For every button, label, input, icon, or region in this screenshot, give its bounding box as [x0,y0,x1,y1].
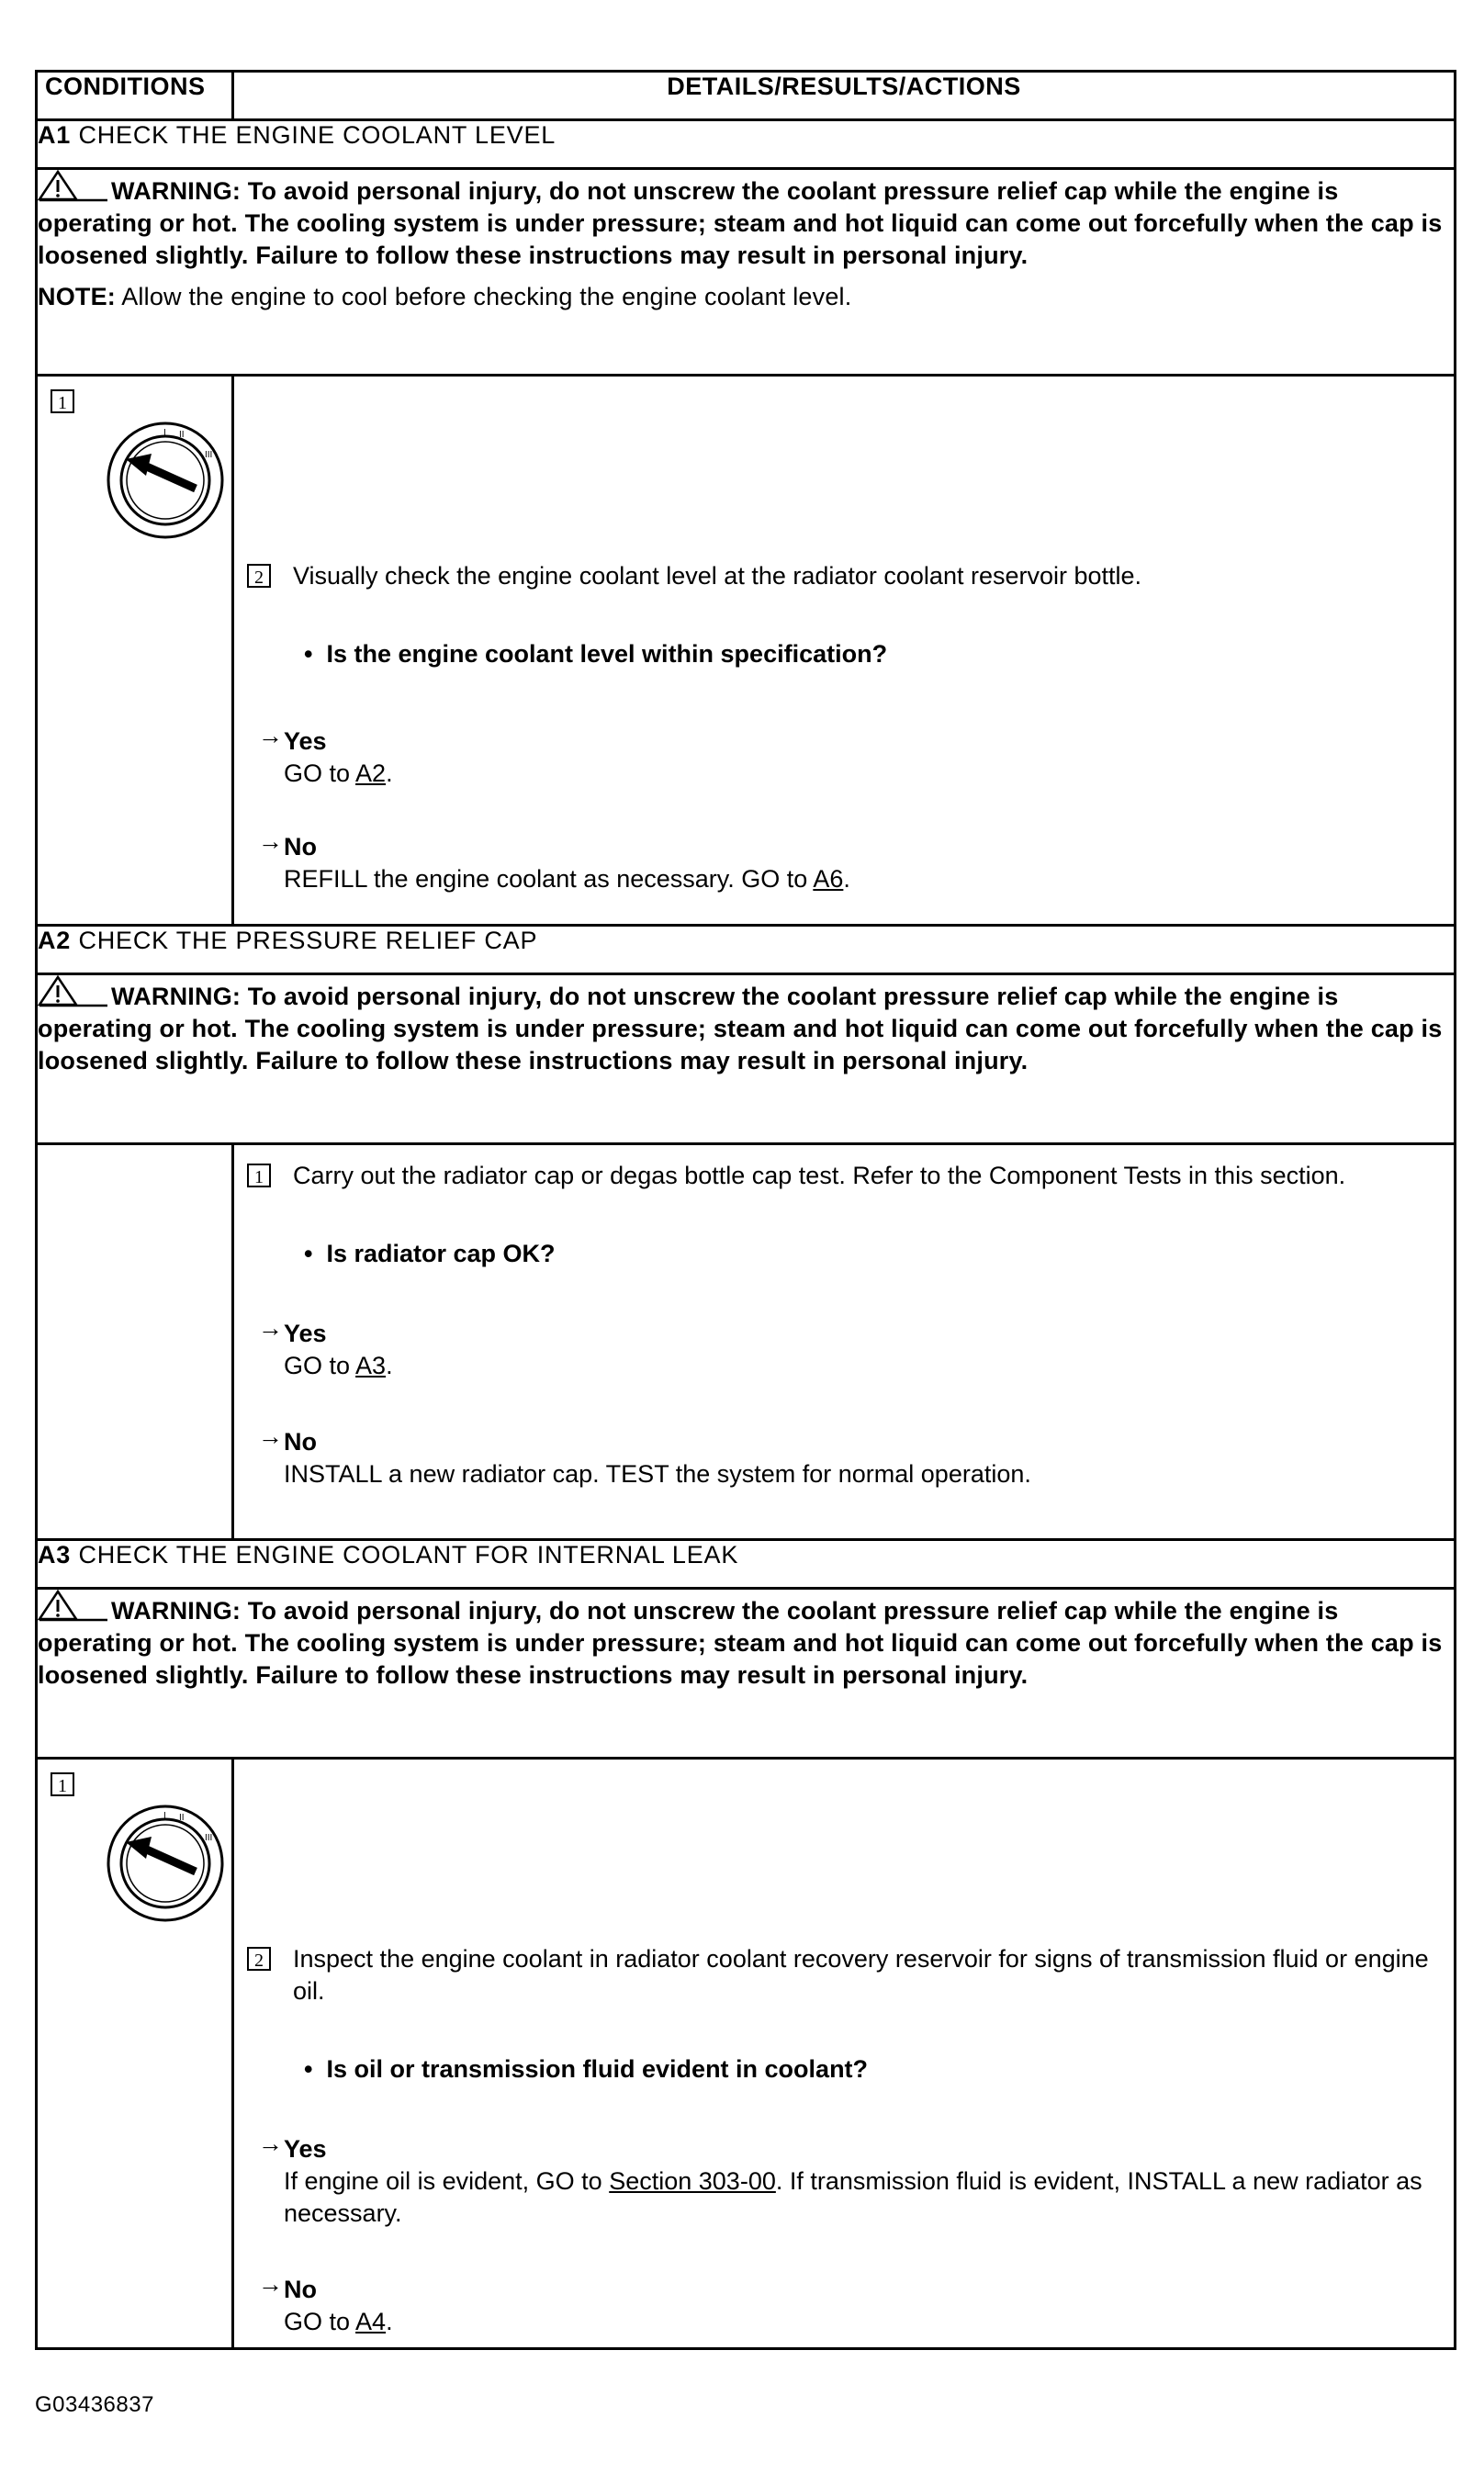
warning-text: WARNING: To avoid personal injury, do not unscrew the coolant pressure relief cap while the engine is operating or hot. The cooling system is under pressure; steam and hot liquid can come out forcefully when the cap is loosened slightly. Failure to follow these instructions may result in personal injury. [38,177,1443,269]
step-a1-conditions [37,376,233,926]
answer-no: → No INSTALL a new radiator cap. TEST the system for normal operation. [258,1423,1031,1488]
svg-text:I: I [163,428,166,438]
link-a4[interactable]: A4 [355,2308,387,2335]
answer-no: → No GO to A4. [258,2270,393,2335]
note-label: NOTE: [38,283,116,310]
step-a1-header [37,120,1456,169]
link-a6[interactable]: A6 [813,865,844,893]
ignition-key-off-icon [106,421,225,540]
link-a3[interactable]: A3 [355,1352,387,1379]
step-a1-id: A1 [38,121,72,149]
step-a3-warning [37,1589,1456,1759]
instruction: 2 Visually check the engine coolant level at the radiator coolant reservoir bottle. [247,560,1443,592]
step-number-box: 2 [247,1947,271,1971]
step-a2-title: CHECK THE PRESSURE RELIEF CAP [78,927,538,954]
warning-triangle-icon [38,1590,107,1623]
step-a1-body [37,376,1456,926]
procedure-table [35,70,1456,2350]
step-a1-warning [37,169,1456,376]
note [38,281,1454,313]
step-a3-conditions [37,1759,233,2349]
warning-triangle-icon [38,975,107,1008]
diagnostic-procedure [35,70,1456,2350]
svg-text:II: II [179,430,185,440]
instruction: 2 Inspect the engine coolant in radiator coolant recovery reservoir for signs of transmission fluid or engine oil. [247,1943,1443,2007]
details-header: DETAILS/RESULTS/ACTIONS [233,72,1456,120]
arrow-right-icon: → [258,722,283,749]
arrow-right-icon: → [258,827,283,855]
step-number-box: 1 [51,1772,74,1796]
step-a3-title: CHECK THE ENGINE COOLANT FOR INTERNAL LEAK [78,1541,739,1569]
step-number-box: 1 [247,1164,271,1187]
step-a2-body [37,1144,1456,1540]
note-text: Allow the engine to cool before checking the engine coolant level. [121,283,852,310]
question: • Is radiator cap OK? [304,1240,556,1267]
link-a2[interactable]: A2 [355,759,387,787]
warning-triangle-icon [38,170,107,203]
instruction: 1 Carry out the radiator cap or degas bottle cap test. Refer to the Component Tests in this section. [247,1160,1443,1192]
step-a3-header [37,1540,1456,1589]
warning-text: WARNING: To avoid personal injury, do not unscrew the coolant pressure relief cap while the engine is operating or hot. The cooling system is under pressure; steam and hot liquid can come out forcefully when the cap is loosened slightly. Failure to follow these instructions may result in personal injury. [38,1597,1443,1689]
step-a2-id: A2 [38,927,72,954]
answer-yes: → Yes If engine oil is evident, GO to Section 303-00. If transmission fluid is evident, INSTALL a new radiator as necessary. [258,2130,1422,2227]
step-a3-body [37,1759,1456,2349]
svg-text:III: III [205,1833,213,1843]
answer-yes: → Yes GO to A2. [258,722,393,787]
step-number-box: 1 [51,389,74,413]
step-number-box: 2 [247,564,271,588]
svg-text:III: III [205,450,213,460]
arrow-right-icon: → [258,1423,283,1450]
conditions-header: CONDITIONS [37,72,233,120]
figure-id: G03436837 [35,2392,154,2417]
arrow-right-icon: → [258,1314,283,1342]
step-a2-actions [233,1144,1456,1540]
step-a3-actions [233,1759,1456,2349]
step-a2-header [37,926,1456,974]
link-section-303-00[interactable]: Section 303-00 [609,2167,776,2195]
question: • Is oil or transmission fluid evident in coolant? [304,2055,869,2083]
step-a2-conditions [37,1144,233,1540]
step-a3-id: A3 [38,1541,72,1569]
step-a1-title: CHECK THE ENGINE COOLANT LEVEL [78,121,556,149]
step-a2-warning [37,974,1456,1144]
step-a1-actions [233,376,1456,926]
arrow-right-icon: → [258,2130,283,2157]
warning-text: WARNING: To avoid personal injury, do not unscrew the coolant pressure relief cap while the engine is operating or hot. The cooling system is under pressure; steam and hot liquid can come out forcefully when the cap is loosened slightly. Failure to follow these instructions may result in personal injury. [38,983,1443,1074]
svg-text:I: I [163,1811,166,1821]
answer-yes: → Yes GO to A3. [258,1314,393,1379]
ignition-key-off-icon [106,1804,225,1923]
table-header-row [37,72,1456,120]
question: • Is the engine coolant level within specification? [304,640,888,668]
svg-text:II: II [179,1813,185,1823]
arrow-right-icon: → [258,2270,283,2298]
answer-no: → No REFILL the engine coolant as necessary. GO to A6. [258,827,850,893]
